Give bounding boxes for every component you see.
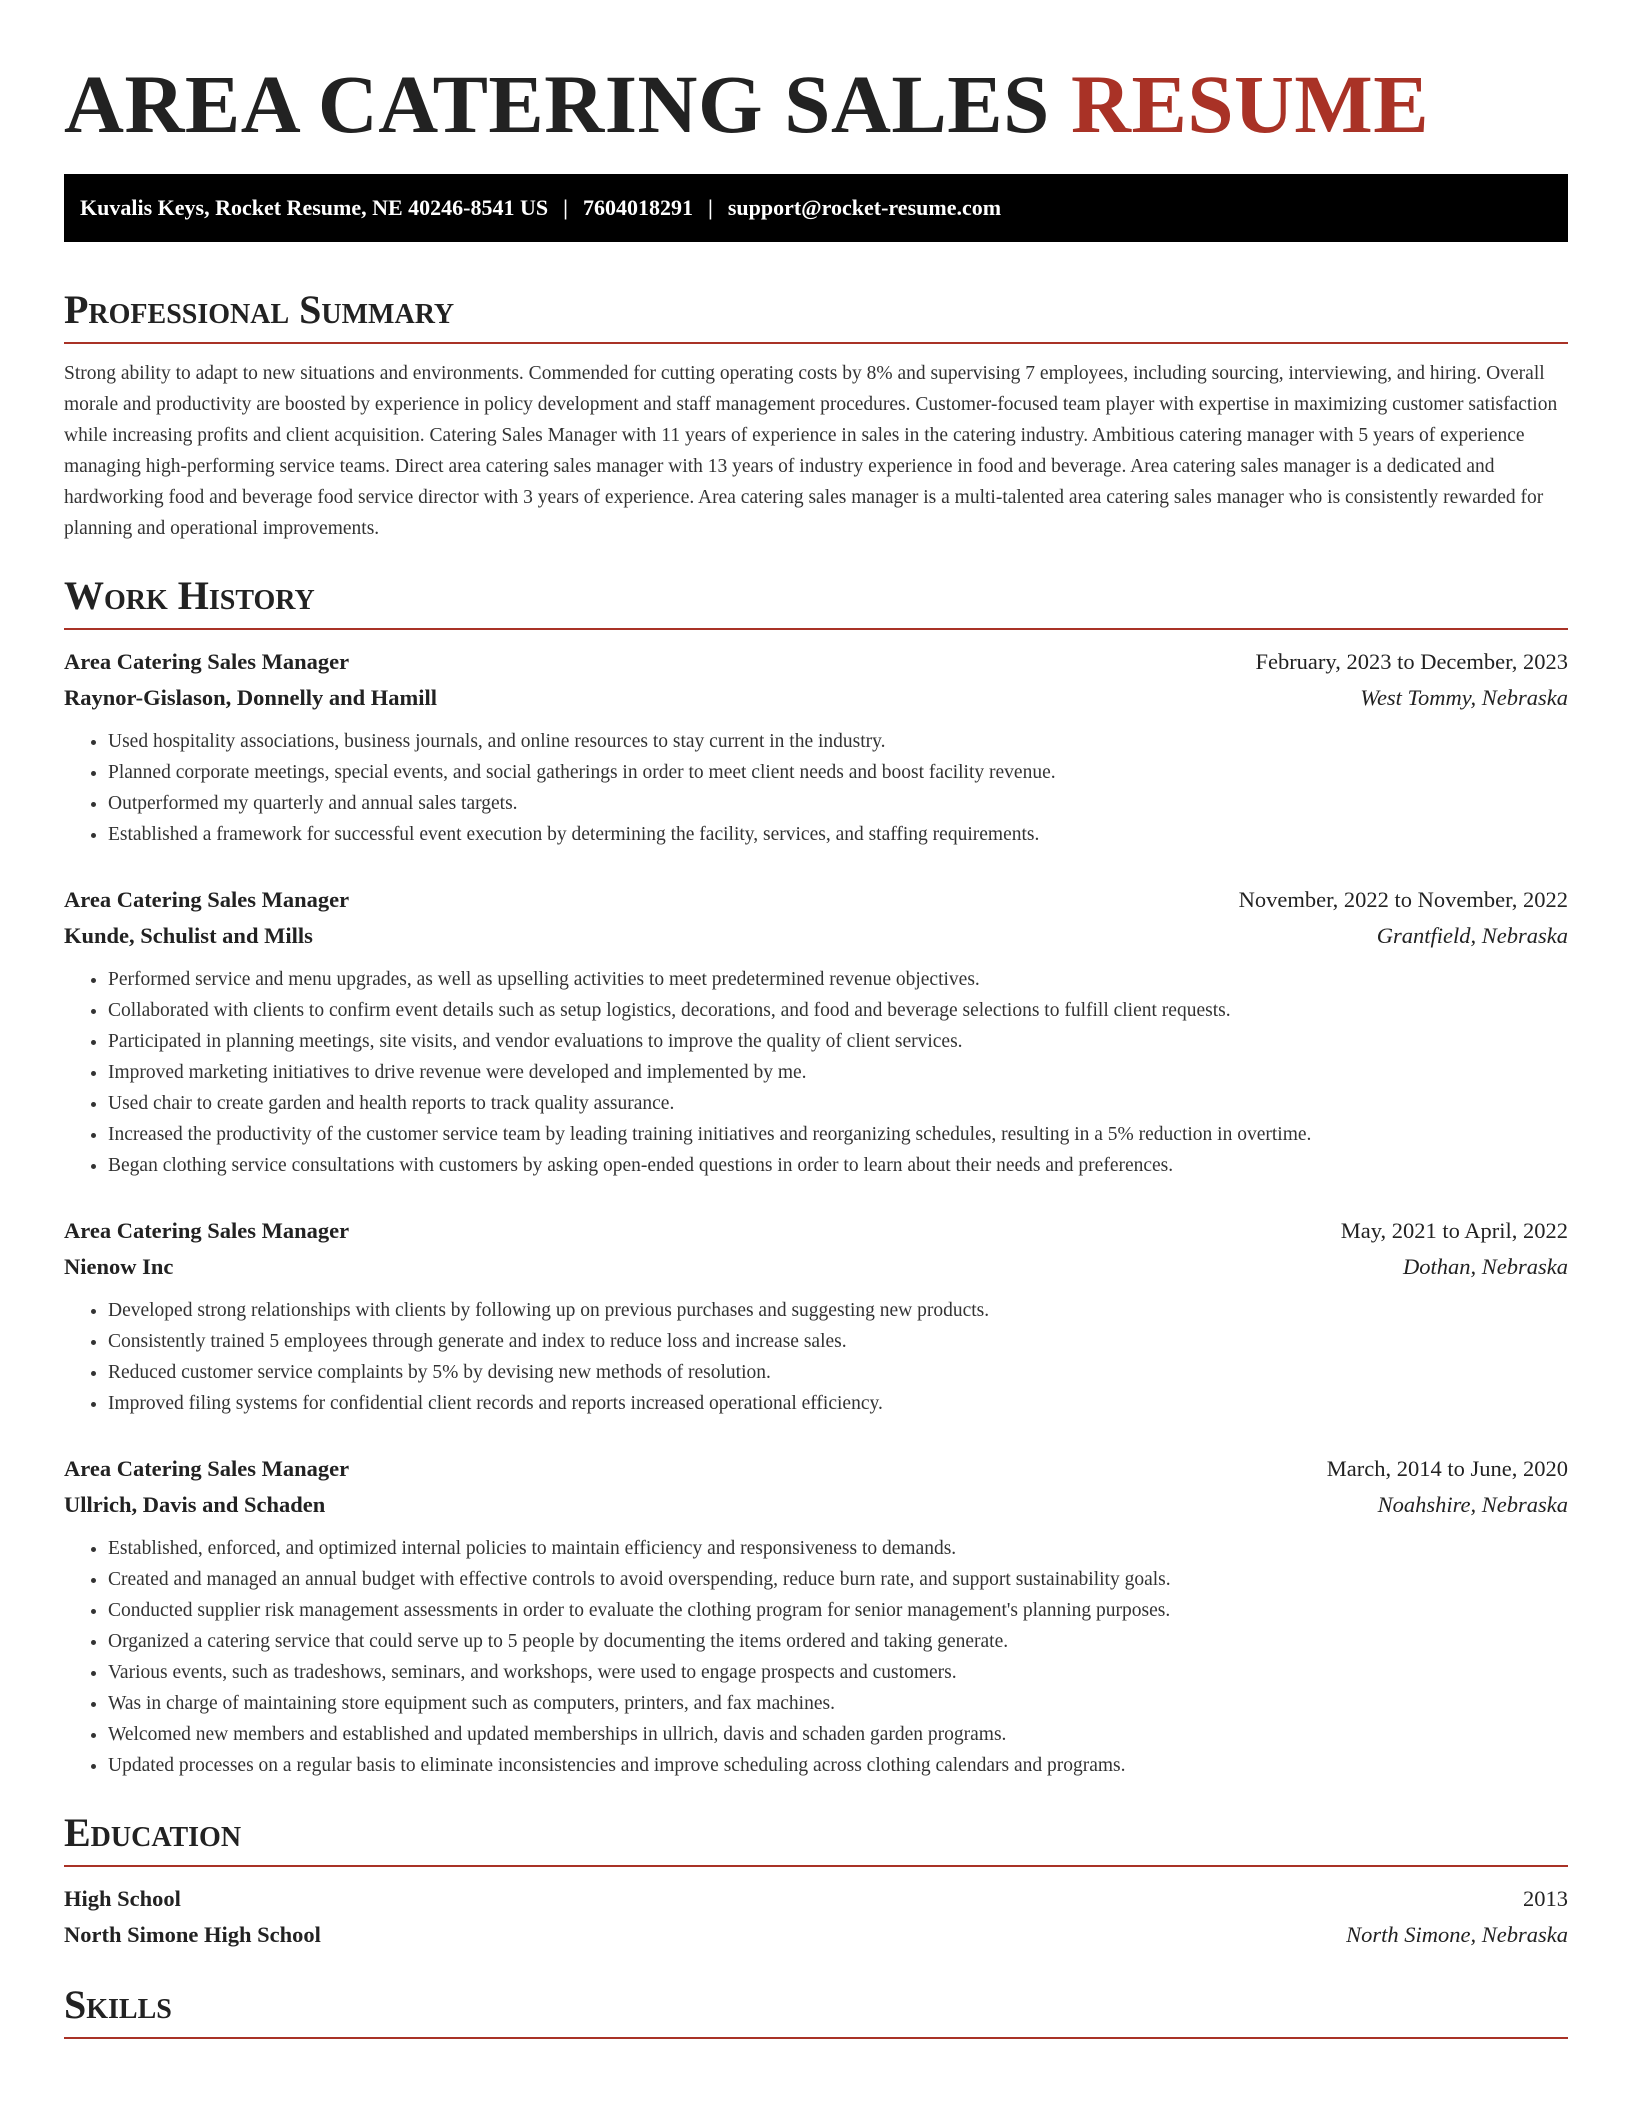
job-company: Kunde, Schulist and Mills	[64, 923, 313, 948]
job-entry	[64, 1451, 1568, 1781]
job-bullet: • Established a framework for successful event execution by determining the facility, services, and staffing requirements.	[108, 819, 1568, 850]
job-company-row	[64, 1487, 1568, 1523]
job-company: Ullrich, Davis and Schaden	[64, 1492, 326, 1517]
job-header-row	[64, 1451, 1568, 1487]
job-company-row	[64, 680, 1568, 716]
education-year: 2013	[1523, 1886, 1568, 1911]
job-bullet: • Was in charge of maintaining store equipment such as computers, printers, and fax machines.	[108, 1688, 1568, 1719]
job-bullets	[64, 1295, 1568, 1419]
job-header-row	[64, 882, 1568, 918]
title-accent: RESUME	[1071, 58, 1430, 150]
job-bullet: • Planned corporate meetings, special events, and social gatherings in order to meet client needs and boost facility revenue.	[108, 757, 1568, 788]
job-bullet: • Began clothing service consultations with customers by asking open-ended questions in order to learn about their needs and preferences.	[108, 1150, 1568, 1181]
summary-text: Strong ability to adapt to new situations and environments. Commended for cutting operating costs by 8% and supervising 7 employees, including sourcing, interviewing, and hiring. Overall morale and productivity are boosted by experience in policy development and staff management procedures. Customer-focused team player with expertise in maximizing customer satisfaction while increasing profits and client acquisition. Catering Sales Manager with 11 years of experience in sales in the catering industry. Ambitious catering manager with 5 years of experience managing high-performing service teams. Direct area catering sales manager with 13 years of industry experience in food and beverage. Area catering sales manager is a dedicated and hardworking food and beverage food service director with 3 years of experience. Area catering sales manager is a multi-talented area catering sales manager who is consistently rewarded for planning and operational improvements.	[64, 363, 1558, 539]
job-bullet: • Improved marketing initiatives to drive revenue were developed and implemented by me.	[108, 1057, 1568, 1088]
job-bullet: • Used hospitality associations, business journals, and online resources to stay current in the industry.	[108, 726, 1568, 757]
job-company-row	[64, 1249, 1568, 1285]
job-bullets	[64, 1533, 1568, 1781]
job-bullets	[64, 726, 1568, 850]
job-bullet: • Conducted supplier risk management assessments in order to evaluate the clothing program for senior management's planning purposes.	[108, 1595, 1568, 1626]
job-company-row	[64, 918, 1568, 954]
contact-phone: 7604018291	[582, 195, 693, 220]
job-dates: March, 2014 to June, 2020	[1326, 1456, 1568, 1481]
job-location: Dothan, Nebraska	[1403, 1254, 1568, 1279]
job-bullets	[64, 964, 1568, 1181]
contact-email: support@rocket-resume.com	[727, 195, 1002, 220]
job-title: Area Catering Sales Manager	[64, 1218, 350, 1243]
job-bullet: • Established, enforced, and optimized internal policies to maintain efficiency and responsiveness to demands.	[108, 1533, 1568, 1564]
job-entry	[64, 1213, 1568, 1419]
contact-separator: |	[707, 195, 713, 220]
job-header-row	[64, 1213, 1568, 1249]
job-company: Raynor-Gislason, Donnelly and Hamill	[64, 685, 437, 710]
education-degree: High School	[64, 1886, 181, 1911]
job-bullet: • Performed service and menu upgrades, as well as upselling activities to meet predetermined revenue objectives.	[108, 964, 1568, 995]
education-school: North Simone High School	[64, 1922, 321, 1947]
job-entry	[64, 644, 1568, 850]
job-bullet: • Created and managed an annual budget with effective controls to avoid overspending, reduce burn rate, and support sustainability goals.	[108, 1564, 1568, 1595]
job-bullet: • Consistently trained 5 employees through generate and index to reduce loss and increase sales.	[108, 1326, 1568, 1357]
skills-heading: Skills	[64, 1981, 1568, 2039]
job-bullet: • Collaborated with clients to confirm event details such as setup logistics, decorations, and food and beverage selections to fulfill client requests.	[108, 995, 1568, 1026]
contact-separator: |	[563, 195, 568, 220]
summary-heading: Professional Summary	[64, 286, 1568, 344]
job-dates: May, 2021 to April, 2022	[1340, 1218, 1568, 1243]
job-dates: February, 2023 to December, 2023	[1255, 649, 1568, 674]
job-title: Area Catering Sales Manager	[64, 887, 350, 912]
job-location: Noahshire, Nebraska	[1377, 1492, 1568, 1517]
education-location: North Simone, Nebraska	[1346, 1922, 1568, 1947]
resume-page	[64, 0, 1568, 2039]
job-header-row	[64, 644, 1568, 680]
job-location: West Tommy, Nebraska	[1360, 685, 1568, 710]
job-company: Nienow Inc	[64, 1254, 174, 1279]
job-dates: November, 2022 to November, 2022	[1238, 887, 1568, 912]
job-bullet: • Increased the productivity of the customer service team by leading training initiatives and reorganizing schedules, resulting in a 5% reduction in overtime.	[108, 1119, 1568, 1150]
education-heading: Education	[64, 1809, 1568, 1867]
job-bullet: • Improved filing systems for confidential client records and reports increased operational efficiency.	[108, 1388, 1568, 1419]
resume-title	[64, 0, 1568, 150]
education-entry	[64, 1881, 1568, 1953]
job-bullet: • Welcomed new members and established and updated memberships in ullrich, davis and schaden garden programs.	[108, 1719, 1568, 1750]
job-entry	[64, 882, 1568, 1181]
job-bullet: • Updated processes on a regular basis to eliminate inconsistencies and improve scheduling across clothing calendars and programs.	[108, 1750, 1568, 1781]
job-title: Area Catering Sales Manager	[64, 1456, 350, 1481]
job-location: Grantfield, Nebraska	[1376, 923, 1568, 948]
job-bullet: • Various events, such as tradeshows, seminars, and workshops, were used to engage prospects and customers.	[108, 1657, 1568, 1688]
job-bullet: • Used chair to create garden and health reports to track quality assurance.	[108, 1088, 1568, 1119]
job-title: Area Catering Sales Manager	[64, 649, 350, 674]
job-bullet: • Organized a catering service that could serve up to 5 people by documenting the items ordered and taking generate.	[108, 1626, 1568, 1657]
work-history-heading: Work History	[64, 572, 1568, 630]
job-bullet: • Developed strong relationships with clients by following up on previous purchases and suggesting new products.	[108, 1295, 1568, 1326]
contact-bar	[64, 174, 1568, 242]
title-main: AREA CATERING SALES	[64, 58, 1050, 150]
job-bullet: • Participated in planning meetings, site visits, and vendor evaluations to improve the quality of client services.	[108, 1026, 1568, 1057]
job-bullet: • Reduced customer service complaints by 5% by devising new methods of resolution.	[108, 1357, 1568, 1388]
education-header-row	[64, 1881, 1568, 1917]
education-school-row	[64, 1917, 1568, 1953]
job-bullet: • Outperformed my quarterly and annual sales targets.	[108, 788, 1568, 819]
contact-address: Kuvalis Keys, Rocket Resume, NE 40246-8541 US	[80, 195, 549, 220]
